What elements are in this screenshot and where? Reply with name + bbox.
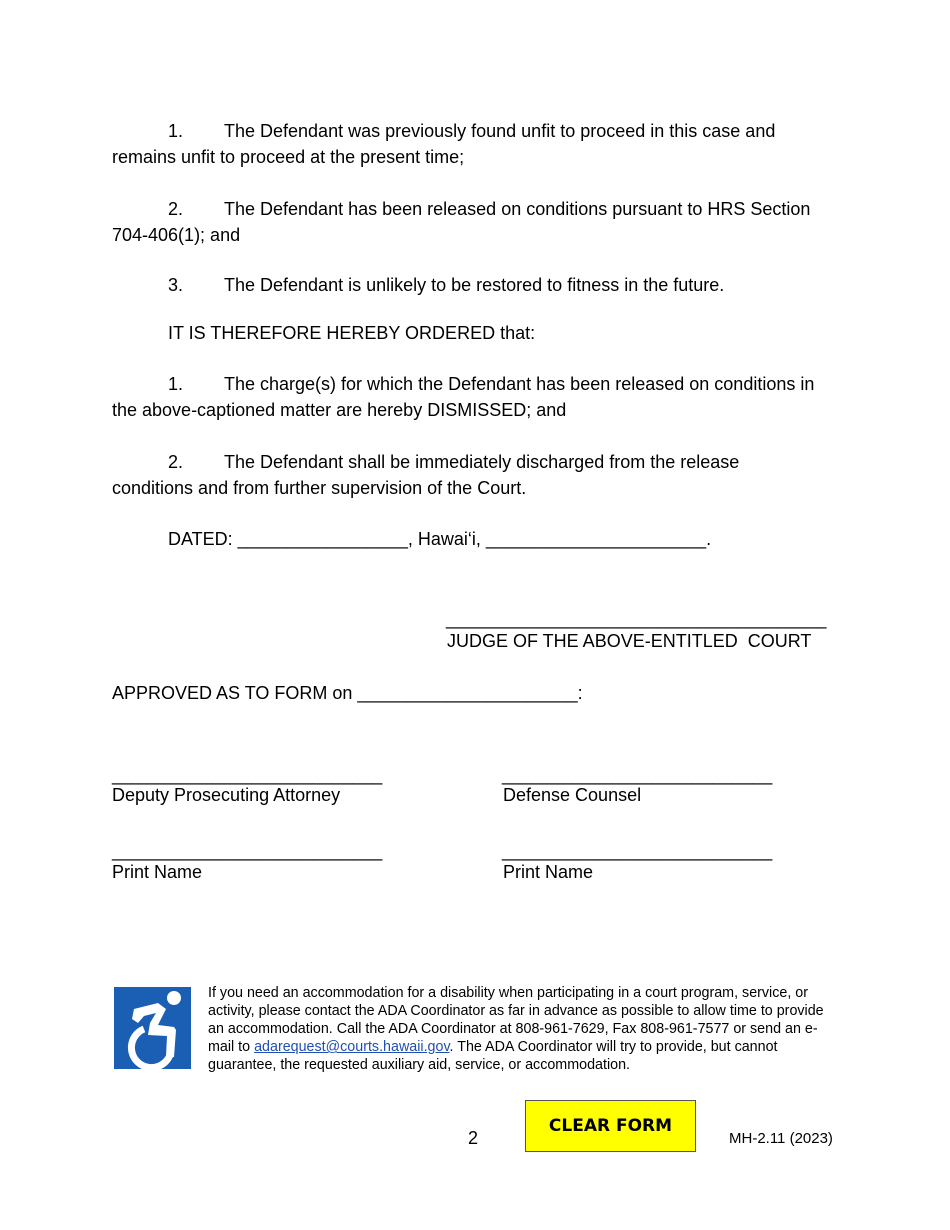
approved-line[interactable]: APPROVED AS TO FORM on ______________________: [112, 683, 583, 703]
finding-1: 1. The Defendant was previously found unfit to proceed in this case and remains unfit to proceed at the present time; [112, 121, 776, 167]
defense-signature-line[interactable]: ___________________________ [502, 765, 773, 785]
prosecutor-print-name-line[interactable]: ___________________________ [112, 841, 383, 861]
defense-print-name-line[interactable]: ___________________________ [502, 841, 773, 861]
ada-email-link[interactable]: adarequest@courts.hawaii.gov [254, 1039, 450, 1055]
clear-form-button[interactable]: CLEAR FORM [525, 1100, 696, 1152]
judge-label: JUDGE OF THE ABOVE-ENTITLED COURT [447, 631, 812, 651]
order-1: 1. The charge(s) for which the Defendant has been released on conditions in the above-captioned matter are hereby DISMISSED; and [112, 374, 815, 420]
prosecutor-signature-line[interactable]: ___________________________ [112, 765, 383, 785]
form-id: MH-2.11 (2023) [729, 1130, 833, 1147]
prosecutor-print-name-label: Print Name [112, 862, 203, 882]
ada-notice: If you need an accommodation for a disability when participating in a court program, service, or activity, please contact the ADA Coordinator as far in advance as possible to allow time to provide an accommodation. Call the ADA Coordinator at 808-961-7629, Fax 808-961-7577 or send an e-mail to adarequest@courts.hawaii.gov. The ADA Coordinator will try to provide, but cannot guarantee, the requested auxiliary aid, service, or accommodation. [208, 985, 824, 1073]
order-heading: IT IS THEREFORE HEREBY ORDERED that: [168, 323, 536, 343]
judge-signature-line[interactable]: ______________________________________ [446, 609, 827, 629]
page-number: 2 [468, 1128, 479, 1148]
prosecutor-label: Deputy Prosecuting Attorney [112, 785, 341, 805]
finding-2: 2. The Defendant has been released on conditions pursuant to HRS Section 704-406(1); and [112, 199, 811, 245]
order-2: 2. The Defendant shall be immediately discharged from the release conditions and from further supervision of the Court. [112, 452, 740, 498]
dated-line[interactable]: DATED: _________________, Hawai‘i, ______________________. [168, 529, 712, 549]
defense-print-name-label: Print Name [503, 862, 594, 882]
accessibility-icon [114, 987, 191, 1069]
defense-label: Defense Counsel [503, 785, 642, 805]
finding-3: 3. The Defendant is unlikely to be restored to fitness in the future. [168, 275, 725, 295]
